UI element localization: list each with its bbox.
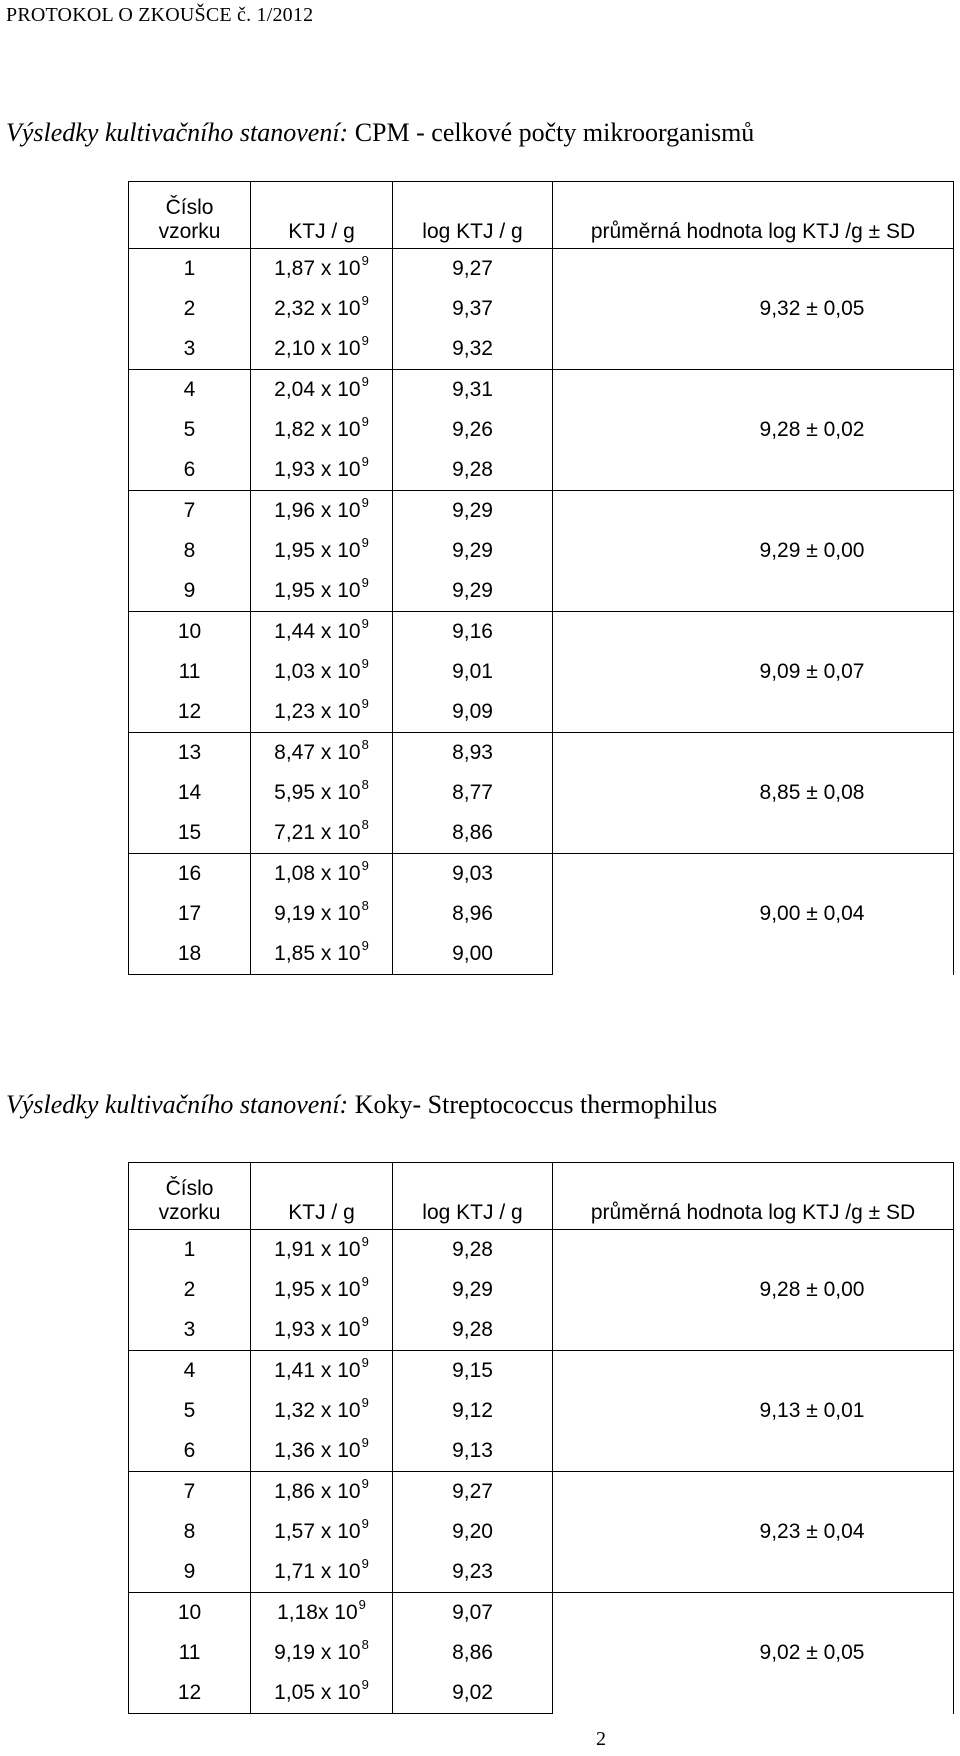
- sample-number-cell: 8: [129, 531, 251, 571]
- table-row: [129, 1593, 954, 1634]
- ktj-exponent: 9: [361, 1355, 369, 1370]
- ktj-cell: [251, 491, 393, 532]
- ktj-exponent: 9: [361, 253, 369, 268]
- sample-number-cell: 3: [129, 329, 251, 370]
- ktj-mantissa: 1,82 x 10: [274, 418, 361, 441]
- ktj-cell: [251, 1431, 393, 1472]
- sample-number-cell: 5: [129, 1391, 251, 1431]
- sample-number-cell: 11: [129, 652, 251, 692]
- document-header: PROTOKOL O ZKOUŠCE č. 1/2012: [6, 4, 314, 26]
- log-ktj-cell: 9,26: [393, 410, 553, 450]
- ktj-mantissa: 9,19 x 10: [274, 1641, 361, 1664]
- sample-number-cell: 12: [129, 692, 251, 733]
- ktj-cell: [251, 1673, 393, 1714]
- ktj-mantissa: 1,36 x 10: [274, 1439, 361, 1462]
- log-ktj-cell: 8,86: [393, 813, 553, 854]
- ktj-mantissa: 1,95 x 10: [274, 539, 361, 562]
- average-sd-cell: 9,28 ± 0,02: [553, 370, 954, 491]
- ktj-mantissa: 5,95 x 10: [274, 781, 361, 804]
- ktj-cell: [251, 1310, 393, 1351]
- sample-number-cell: 2: [129, 1270, 251, 1310]
- table-row: [129, 249, 954, 290]
- sample-number-cell: 10: [129, 612, 251, 653]
- ktj-exponent: 9: [361, 1476, 369, 1491]
- table-row: [129, 1230, 954, 1271]
- ktj-exponent: 8: [361, 817, 369, 832]
- ktj-cell: [251, 1512, 393, 1552]
- sample-number-cell: 5: [129, 410, 251, 450]
- ktj-mantissa: 1,18x 10: [277, 1601, 358, 1624]
- ktj-mantissa: 1,95 x 10: [274, 1278, 361, 1301]
- col-header-log: log KTJ / g: [393, 182, 553, 249]
- ktj-mantissa: 1,41 x 10: [274, 1359, 361, 1382]
- ktj-cell: [251, 1552, 393, 1593]
- col-header-sample: Číslo vzorku: [129, 182, 251, 249]
- sample-number-cell: 2: [129, 289, 251, 329]
- ktj-cell: [251, 692, 393, 733]
- ktj-exponent: 9: [361, 495, 369, 510]
- log-ktj-cell: 9,29: [393, 531, 553, 571]
- ktj-cell: [251, 410, 393, 450]
- ktj-cell: [251, 450, 393, 491]
- ktj-exponent: 9: [361, 938, 369, 953]
- ktj-mantissa: 9,19 x 10: [274, 902, 361, 925]
- ktj-cell: [251, 894, 393, 934]
- ktj-exponent: 9: [361, 1314, 369, 1329]
- ktj-mantissa: 1,95 x 10: [274, 579, 361, 602]
- ktj-mantissa: 1,96 x 10: [274, 499, 361, 522]
- ktj-mantissa: 1,91 x 10: [274, 1238, 361, 1261]
- page-number: 2: [596, 1728, 606, 1750]
- log-ktj-cell: 9,27: [393, 1472, 553, 1513]
- sample-number-cell: 13: [129, 733, 251, 774]
- log-ktj-cell: 8,93: [393, 733, 553, 774]
- average-sd-cell: 9,29 ± 0,00: [553, 491, 954, 612]
- log-ktj-cell: 9,23: [393, 1552, 553, 1593]
- section-title-italic: Výsledky kultivačního stanovení:: [6, 1090, 349, 1119]
- ktj-cell: [251, 813, 393, 854]
- ktj-exponent: 9: [361, 1435, 369, 1450]
- log-ktj-cell: 9,16: [393, 612, 553, 653]
- sample-number-cell: 12: [129, 1673, 251, 1714]
- ktj-mantissa: 2,04 x 10: [274, 378, 361, 401]
- ktj-mantissa: 1,93 x 10: [274, 458, 361, 481]
- sample-number-cell: 16: [129, 854, 251, 895]
- ktj-cell: [251, 934, 393, 975]
- ktj-exponent: 9: [361, 333, 369, 348]
- ktj-mantissa: 1,23 x 10: [274, 700, 361, 723]
- ktj-exponent: 9: [361, 696, 369, 711]
- ktj-mantissa: 1,86 x 10: [274, 1480, 361, 1503]
- log-ktj-cell: 9,09: [393, 692, 553, 733]
- section-title-cpm: [6, 118, 754, 148]
- ktj-mantissa: 2,32 x 10: [274, 297, 361, 320]
- log-ktj-cell: 9,02: [393, 1673, 553, 1714]
- ktj-mantissa: 1,03 x 10: [274, 660, 361, 683]
- ktj-mantissa: 1,05 x 10: [274, 1681, 361, 1704]
- log-ktj-cell: 9,29: [393, 571, 553, 612]
- log-ktj-cell: 9,27: [393, 249, 553, 290]
- sample-number-cell: 18: [129, 934, 251, 975]
- average-sd-cell: 9,28 ± 0,00: [553, 1230, 954, 1351]
- table-row: [129, 854, 954, 895]
- log-ktj-cell: 9,03: [393, 854, 553, 895]
- ktj-exponent: 9: [361, 454, 369, 469]
- ktj-exponent: 9: [361, 1234, 369, 1249]
- log-ktj-cell: 9,29: [393, 491, 553, 532]
- sample-number-cell: 8: [129, 1512, 251, 1552]
- ktj-mantissa: 1,85 x 10: [274, 942, 361, 965]
- section-title-subject: CPM - celkové počty mikroorganismů: [348, 118, 755, 147]
- ktj-cell: [251, 1391, 393, 1431]
- section-title-subject: Koky- Streptococcus thermophilus: [348, 1090, 718, 1119]
- sample-number-cell: 1: [129, 249, 251, 290]
- sample-number-cell: 9: [129, 1552, 251, 1593]
- ktj-cell: [251, 289, 393, 329]
- table-row: [129, 491, 954, 532]
- table-row: [129, 733, 954, 774]
- table-header-row: [129, 182, 954, 249]
- log-ktj-cell: 9,07: [393, 1593, 553, 1634]
- col-header-log: log KTJ / g: [393, 1163, 553, 1230]
- average-sd-cell: 9,00 ± 0,04: [553, 854, 954, 975]
- average-sd-cell: 9,32 ± 0,05: [553, 249, 954, 370]
- ktj-mantissa: 2,10 x 10: [274, 337, 361, 360]
- table-row: [129, 612, 954, 653]
- log-ktj-cell: 9,32: [393, 329, 553, 370]
- log-ktj-cell: 9,31: [393, 370, 553, 411]
- ktj-cell: [251, 652, 393, 692]
- ktj-cell: [251, 1593, 393, 1634]
- col-header-sample: Číslo vzorku: [129, 1163, 251, 1230]
- ktj-cell: [251, 854, 393, 895]
- average-sd-cell: 9,13 ± 0,01: [553, 1351, 954, 1472]
- ktj-cell: [251, 773, 393, 813]
- ktj-mantissa: 1,32 x 10: [274, 1399, 361, 1422]
- ktj-exponent: 9: [361, 374, 369, 389]
- ktj-cell: [251, 1270, 393, 1310]
- ktj-cell: [251, 370, 393, 411]
- ktj-cell: [251, 1633, 393, 1673]
- ktj-mantissa: 8,47 x 10: [274, 741, 361, 764]
- ktj-mantissa: 1,71 x 10: [274, 1560, 361, 1583]
- ktj-exponent: 9: [361, 616, 369, 631]
- ktj-cell: [251, 249, 393, 290]
- sample-number-cell: 7: [129, 1472, 251, 1513]
- sample-number-cell: 6: [129, 1431, 251, 1472]
- sample-number-cell: 15: [129, 813, 251, 854]
- ktj-cell: [251, 1472, 393, 1513]
- table-row: [129, 370, 954, 411]
- log-ktj-cell: 9,20: [393, 1512, 553, 1552]
- average-sd-cell: 9,02 ± 0,05: [553, 1593, 954, 1714]
- table-row: [129, 1472, 954, 1513]
- col-header-average: průměrná hodnota log KTJ /g ± SD: [553, 182, 954, 249]
- log-ktj-cell: 9,28: [393, 1230, 553, 1271]
- ktj-exponent: 9: [361, 293, 369, 308]
- log-ktj-cell: 8,96: [393, 894, 553, 934]
- ktj-mantissa: 1,93 x 10: [274, 1318, 361, 1341]
- ktj-exponent: 9: [361, 656, 369, 671]
- log-ktj-cell: 8,77: [393, 773, 553, 813]
- ktj-cell: [251, 329, 393, 370]
- ktj-exponent: 9: [361, 575, 369, 590]
- results-table-cpm: [128, 181, 954, 975]
- sample-number-cell: 4: [129, 370, 251, 411]
- col-header-ktj: KTJ / g: [251, 182, 393, 249]
- sample-number-cell: 1: [129, 1230, 251, 1271]
- log-ktj-cell: 9,28: [393, 450, 553, 491]
- ktj-mantissa: 1,44 x 10: [274, 620, 361, 643]
- average-sd-cell: 8,85 ± 0,08: [553, 733, 954, 854]
- average-sd-cell: 9,09 ± 0,07: [553, 612, 954, 733]
- sample-number-cell: 6: [129, 450, 251, 491]
- ktj-mantissa: 1,87 x 10: [274, 257, 361, 280]
- log-ktj-cell: 9,15: [393, 1351, 553, 1392]
- ktj-cell: [251, 733, 393, 774]
- ktj-mantissa: 1,57 x 10: [274, 1520, 361, 1543]
- sample-number-cell: 3: [129, 1310, 251, 1351]
- log-ktj-cell: 9,37: [393, 289, 553, 329]
- col-header-average: průměrná hodnota log KTJ /g ± SD: [553, 1163, 954, 1230]
- ktj-exponent: 8: [361, 898, 369, 913]
- ktj-mantissa: 7,21 x 10: [274, 821, 361, 844]
- results-table-koky: [128, 1162, 954, 1714]
- table-header-row: [129, 1163, 954, 1230]
- ktj-mantissa: 1,08 x 10: [274, 862, 361, 885]
- ktj-exponent: 9: [358, 1597, 366, 1612]
- section-title-koky: [6, 1090, 717, 1120]
- ktj-exponent: 9: [361, 414, 369, 429]
- log-ktj-cell: 9,28: [393, 1310, 553, 1351]
- ktj-exponent: 9: [361, 1395, 369, 1410]
- log-ktj-cell: 9,29: [393, 1270, 553, 1310]
- col-header-ktj: KTJ / g: [251, 1163, 393, 1230]
- ktj-cell: [251, 1230, 393, 1271]
- log-ktj-cell: 9,13: [393, 1431, 553, 1472]
- sample-number-cell: 7: [129, 491, 251, 532]
- ktj-cell: [251, 531, 393, 571]
- ktj-cell: [251, 1351, 393, 1392]
- ktj-exponent: 8: [361, 737, 369, 752]
- table-row: [129, 1351, 954, 1392]
- ktj-exponent: 9: [361, 1516, 369, 1531]
- ktj-cell: [251, 612, 393, 653]
- ktj-exponent: 8: [361, 1637, 369, 1652]
- sample-number-cell: 17: [129, 894, 251, 934]
- log-ktj-cell: 9,01: [393, 652, 553, 692]
- ktj-exponent: 8: [361, 777, 369, 792]
- log-ktj-cell: 9,12: [393, 1391, 553, 1431]
- sample-number-cell: 10: [129, 1593, 251, 1634]
- log-ktj-cell: 8,86: [393, 1633, 553, 1673]
- average-sd-cell: 9,23 ± 0,04: [553, 1472, 954, 1593]
- section-title-italic: Výsledky kultivačního stanovení:: [6, 118, 349, 147]
- ktj-exponent: 9: [361, 535, 369, 550]
- sample-number-cell: 4: [129, 1351, 251, 1392]
- log-ktj-cell: 9,00: [393, 934, 553, 975]
- sample-number-cell: 9: [129, 571, 251, 612]
- ktj-exponent: 9: [361, 1274, 369, 1289]
- sample-number-cell: 14: [129, 773, 251, 813]
- ktj-cell: [251, 571, 393, 612]
- ktj-exponent: 9: [361, 1556, 369, 1571]
- ktj-exponent: 9: [361, 1677, 369, 1692]
- ktj-exponent: 9: [361, 858, 369, 873]
- sample-number-cell: 11: [129, 1633, 251, 1673]
